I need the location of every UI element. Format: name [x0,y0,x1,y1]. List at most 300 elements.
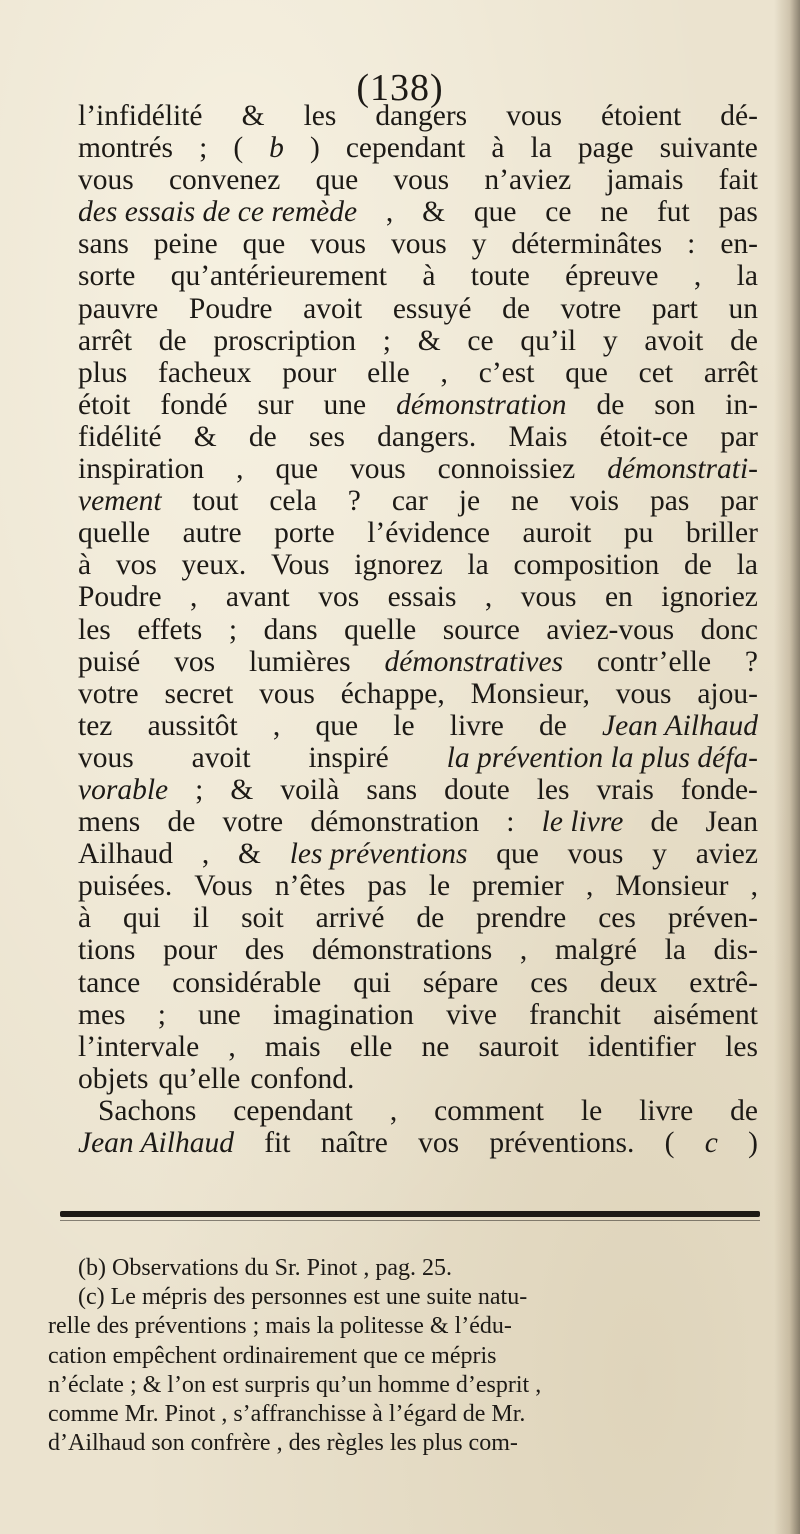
word: que [315,709,359,742]
word: page [577,132,634,165]
word: , [693,260,702,293]
word: à [422,260,436,293]
word: que [565,356,608,389]
word: déterminâtes [511,228,663,261]
word: de [502,292,530,325]
footnote-line: d’Ailhaud son confrère , des règles les plus com- [48,1430,518,1457]
word: l’intervale [78,1030,200,1063]
word: pu [623,517,654,550]
word: fut [656,196,690,229]
word: la prévention la plus défa- [446,741,758,774]
word: vous [567,838,624,871]
footnote-line: n’éclate ; & l’on est surpris qu’un homme d’esprit , [48,1371,542,1398]
word: contr’elle [596,645,712,678]
word: arrêt [703,356,758,389]
word: le [580,1094,603,1127]
word: ; [382,324,391,357]
word: : [687,228,696,261]
word: pour [282,356,337,389]
word: qui [123,902,161,935]
page-edge-shadow [774,0,800,1534]
word: une [198,998,241,1031]
word: mes [78,998,126,1031]
word: vos [318,581,360,614]
word: par [720,485,758,518]
word: elle [349,1030,393,1063]
footnote-line: (b) Observations du Sr. Pinot , pag. 25. [78,1255,452,1281]
word: que [242,228,286,261]
word: de [167,806,196,839]
text-line [78,228,758,260]
word: de [650,806,679,839]
text-line [78,710,758,742]
word: ( [233,132,244,165]
word: un [728,292,758,325]
word: Poudre [78,581,162,614]
word: puisées. [78,870,173,903]
word: , [389,1094,398,1127]
word: livre [639,1094,694,1127]
text-line [78,774,758,806]
word: deux [599,966,658,999]
word: briller [685,517,758,550]
footnote-line: (c) Le mépris des personnes est une suite natu- [78,1284,528,1311]
word: aviez [695,838,758,871]
word: avoit [191,741,251,774]
word: dis- [713,934,758,967]
text-line [78,581,758,613]
word: , [440,356,448,389]
word: vous [310,228,366,261]
text-line [78,614,758,646]
page-number: (138) [356,67,444,109]
word: votre [222,806,284,839]
word: & [422,196,446,229]
word: in- [725,388,758,421]
word: Vous [271,549,330,582]
word: démonstration [396,388,567,421]
word: premier [472,870,564,903]
word: ( [664,1127,675,1159]
word: fondé [160,388,228,421]
word: Vous [194,870,253,903]
word: pauvre [78,292,159,325]
word: une [323,388,367,421]
word: Mais [508,420,568,453]
word: épreuve [565,260,659,293]
word: de [158,324,187,357]
word: la [736,549,758,582]
word: & [241,100,265,132]
word: ; [228,613,238,646]
word: tez [78,709,113,742]
word: vois [569,485,620,518]
word: : [506,806,515,839]
text-line [78,1095,758,1127]
word: aussitôt [147,709,238,742]
word: source [442,613,520,646]
word: c [704,1127,718,1159]
word: inspiration [78,453,205,486]
word: Sachons [98,1094,197,1127]
word: vive [446,998,497,1031]
word: de [416,902,445,935]
word: vos [115,549,157,582]
word: échappe, [340,677,445,710]
word: , [585,870,594,903]
word: son [654,388,696,421]
word: démonstratives [384,645,564,678]
word: fit [264,1127,291,1159]
word: les [303,100,337,132]
word: dangers. [377,420,477,453]
word: soit [241,902,284,935]
word: , [750,870,758,903]
word: ce [467,324,494,357]
word: ces [598,902,636,935]
word: , [236,453,244,486]
text-line [78,967,758,999]
word: ajou- [697,677,758,710]
word: yeux. [181,549,247,582]
word: des essais de ce remède [78,196,358,229]
word: suivante [659,132,758,165]
word: qui [353,966,391,999]
word: jamais [606,164,684,197]
text-line [78,646,758,678]
text-line [78,838,758,870]
text-line [78,357,758,389]
word: n’êtes [274,870,346,903]
word: cela [269,485,317,518]
text-line [78,293,758,325]
word: considérable [172,966,322,999]
word: , [190,581,198,614]
word: vous [393,164,450,197]
word: qu’il [520,324,577,357]
word: & [230,773,254,806]
word: ignoriez [661,581,758,614]
word: vos [174,645,216,678]
footnote-line: relle des préventions ; mais la politesse & l’édu- [48,1313,512,1340]
word: en- [720,228,758,261]
word: sur [257,388,294,421]
word: lumières [248,645,351,678]
text-line [78,260,758,292]
word: comment [434,1094,544,1127]
word: vrais [596,773,654,806]
word: tance [78,966,141,999]
footnote-line: cation empêchent ordinairement que ce mépris [48,1342,497,1369]
text-line [78,1031,758,1063]
word: les [725,1030,758,1063]
word: & [193,420,217,453]
word: tions [78,934,136,967]
word: livre [449,709,504,742]
word: votre [78,677,139,710]
word: , [484,581,493,614]
word: le livre [541,806,624,839]
word: arrivé [315,902,385,935]
word: ) [748,1127,758,1159]
word: vous [615,677,672,710]
word: démonstrati- [607,453,758,486]
word: effets [137,613,203,646]
word: aisément [653,998,758,1031]
word: auroit [522,517,592,550]
word: malgré [555,934,637,967]
word: ? [347,485,361,518]
word: n’aviez [484,164,572,197]
word: fonde- [680,773,758,806]
word: essuyé [392,292,472,325]
word: vous [520,581,577,614]
text-line [78,999,758,1031]
word: ne [421,1030,450,1063]
word: votre [560,292,622,325]
word: les préventions [289,838,468,871]
word: ne [600,196,629,229]
word: étoit [78,388,131,421]
word: ces [530,966,568,999]
text-line [78,100,758,132]
word: vous [259,677,315,710]
word: de [539,709,567,742]
word: Jean Ailhaud [602,709,758,742]
word: dans [263,613,318,646]
word: qu’antérieurement [170,260,387,293]
word: dangers [375,100,468,132]
word: proscription [213,324,356,357]
text-line [78,485,758,517]
text-line [78,517,758,549]
word: objets [78,1062,149,1095]
word: elle [367,356,410,389]
word: part [651,292,698,325]
word: connoissiez [437,453,576,486]
word: y [471,228,487,261]
word: de [248,420,277,453]
word: autre [182,517,242,550]
word: mais [264,1030,321,1063]
word: fait [718,164,758,197]
word: par [720,420,758,453]
text-line [78,453,758,485]
word: il [192,902,210,935]
word: sorte [78,260,136,293]
word: pas [718,196,758,229]
word: prendre [476,902,567,935]
word: convenez [168,164,281,197]
word: vous [78,164,134,197]
word: vous [349,453,406,486]
text-line [78,196,758,228]
word: préven- [667,902,758,935]
word: le [393,709,415,742]
footnote-line: comme Mr. Pinot , s’affranchisse à l’égard de Mr. [48,1401,526,1428]
word: montrés [78,132,174,165]
text-line [78,325,758,357]
word: ) [309,132,320,165]
word: donc [700,613,758,646]
word: l’infidélité [78,100,203,132]
footnote-separator-rule [60,1211,760,1217]
word: mens [78,806,141,839]
word: que [275,453,319,486]
word: inspiré [308,741,389,774]
word: franchit [529,998,621,1031]
text-line [78,742,758,774]
word: ne [511,485,539,518]
word: sépare [422,966,499,999]
text-line [78,1127,758,1159]
word: secret [164,677,234,710]
word: , [519,934,528,967]
word: avoit [303,292,363,325]
word: essais [387,581,457,614]
word: ; [199,132,208,165]
word: que [473,196,517,229]
word: vous [78,741,134,774]
word: naître [320,1127,388,1159]
word: y [602,324,618,357]
footnotes-block [48,1254,760,1458]
word: la [530,132,552,165]
word: vous [506,100,562,132]
word: qu’elle [158,1062,241,1095]
word: sans [78,228,129,261]
text-line [78,132,758,164]
word: sans [366,773,418,806]
word: peine [153,228,218,261]
word: des [244,934,285,967]
word: y [652,838,667,871]
word: vement [78,485,162,518]
footnote-separator-thin-rule [60,1220,760,1221]
text-line [78,549,758,581]
word: Monsieur [615,870,729,903]
word: ; [195,773,204,806]
main-text-block [78,100,758,1159]
text-line [78,902,758,934]
word: l’évidence [367,517,491,550]
word: en [604,581,633,614]
word: c’est [478,356,535,389]
word: pas [367,870,407,903]
word: la [736,260,758,293]
word: voilà [280,773,340,806]
word: facheux [158,356,252,389]
word: plus [78,356,128,389]
word: composition [513,549,660,582]
text-line [78,870,758,902]
text-line [78,164,758,196]
word: vous [390,228,447,261]
word: fidélité [78,420,162,453]
text-line [78,806,758,838]
word: pas [649,485,690,518]
word: à [78,549,92,582]
word: avant [225,581,290,614]
word: ; [157,998,166,1031]
word: toute [470,260,530,293]
word: à [491,132,505,165]
word: vorable [78,773,169,806]
word: confond. [250,1062,355,1095]
word: la [664,934,686,967]
word: doute [444,773,510,806]
word: avoit [644,324,704,357]
word: arrêt [78,324,133,357]
word: puisé [78,645,141,678]
word: ce [545,196,572,229]
word: pour [163,934,218,967]
word: , [385,196,394,229]
word: extrê- [689,966,758,999]
text-line [78,934,758,966]
word: Monsieur, [470,677,590,710]
word: identifier [587,1030,697,1063]
word: les [536,773,570,806]
word: les [78,613,111,646]
word: ? [744,645,758,678]
word: ses [308,420,345,453]
word: vos [418,1127,460,1159]
word: quelle [344,613,417,646]
word: la [467,549,489,582]
word: que [496,838,539,871]
word: de [684,549,712,582]
word: dé- [720,100,758,132]
word: car [391,485,428,518]
word: , [272,709,281,742]
word: que [315,164,359,197]
word: préventions. [489,1127,635,1159]
word: de [730,324,758,357]
word: cependant [345,132,466,165]
word: , [201,838,210,871]
word: imagination [272,998,414,1031]
word: de [596,388,625,421]
text-line [78,389,758,421]
word: cet [638,356,674,389]
text-line [78,678,758,710]
word: cependant [233,1094,353,1127]
word: Jean Ailhaud [78,1127,234,1159]
word: & [237,838,261,871]
text-line [78,421,758,453]
word: , [228,1030,236,1063]
word: aviez-vous [546,613,675,646]
word: porte [274,517,335,550]
word: étoient [600,100,682,132]
word: démonstrations [311,934,493,967]
text-line [78,1063,758,1095]
word: à [78,902,92,935]
word: Jean [705,806,758,839]
word: & [417,324,441,357]
word: quelle [78,517,151,550]
word: Ailhaud [78,838,174,871]
word: ignorez [354,549,443,582]
word: démonstration [310,806,480,839]
word: tout [192,485,239,518]
word: sauroit [478,1030,559,1063]
word: je [458,485,481,518]
word: étoit-ce [599,420,689,453]
word: le [428,870,451,903]
word: de [730,1094,758,1127]
